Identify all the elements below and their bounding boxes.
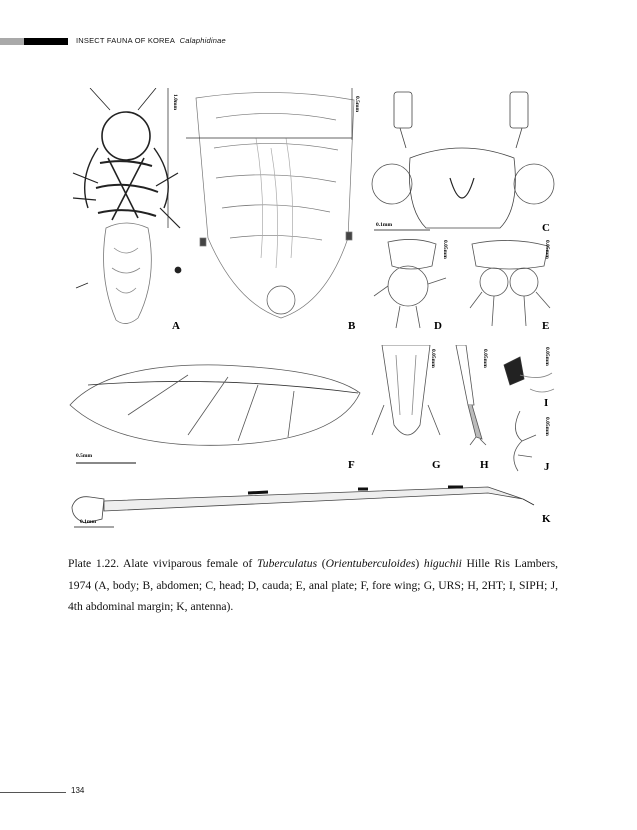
panel-h-label: H xyxy=(480,459,489,471)
panel-a-scale: 1.0mm xyxy=(172,94,178,111)
panel-j-abdominal-margin xyxy=(500,411,556,477)
caption-paren-close: ) xyxy=(415,557,424,570)
page-number: 134 xyxy=(71,786,85,795)
panel-b-scale: 0.5mm xyxy=(354,96,360,113)
panel-d-cauda xyxy=(370,236,464,338)
footer-rule xyxy=(0,792,66,793)
panel-c-scale: 0.1mm xyxy=(376,222,393,228)
panel-k-scale: 0.1mm xyxy=(80,519,97,525)
panel-f-fore-wing xyxy=(68,345,368,477)
panel-i-label: I xyxy=(544,397,549,409)
panel-h-2ht xyxy=(442,345,500,477)
header-section: Calaphidinae xyxy=(179,36,226,45)
panel-d-scale: 0.05mm xyxy=(442,240,448,259)
panel-e-anal-plate xyxy=(464,236,556,338)
panel-j-label: J xyxy=(544,461,550,473)
panel-a-body xyxy=(68,88,186,338)
panel-k-label: K xyxy=(542,513,551,525)
panel-c-label: C xyxy=(542,222,550,234)
panel-b-abdomen xyxy=(186,88,366,338)
header-black-bar xyxy=(24,38,68,45)
panel-j-scale: 0.05mm xyxy=(544,417,550,436)
caption-paren-open: ( xyxy=(317,557,326,570)
panel-e-scale: 0.05mm xyxy=(544,240,550,259)
caption-prefix: Plate 1.22. Alate viviparous female of xyxy=(68,557,257,570)
panel-h-scale: 0.05mm xyxy=(482,349,488,368)
plate-caption xyxy=(68,553,558,618)
panel-f-scale: 0.5mm xyxy=(76,453,93,459)
panel-k-antenna xyxy=(68,477,556,533)
caption-species: higuchii xyxy=(423,557,462,570)
caption-subgenus: Orientuberculoides xyxy=(325,557,416,570)
panel-g-label: G xyxy=(432,459,441,471)
caption-genus: Tuberculatus xyxy=(256,557,318,570)
panel-i-siph xyxy=(500,345,556,411)
panel-i-scale: 0.05mm xyxy=(544,347,550,366)
panel-a-label: A xyxy=(172,320,180,332)
header-gray-bar xyxy=(0,38,24,45)
panel-d-label: D xyxy=(434,320,442,332)
panel-g-urs xyxy=(370,345,442,477)
panel-f-label: F xyxy=(348,459,355,471)
panel-g-scale: 0.05mm xyxy=(430,349,436,368)
caption-suffix: Hille Ris Lambers, 1974 (A, body; B, abdomen; C, head; D, cauda; E, anal plate; F, fore wing; G, URS; H, 2HT; I, SIPH; J, 4th abdominal margin; K, antenna). xyxy=(68,557,558,613)
panel-c-head xyxy=(370,88,556,236)
header-series: INSECT FAUNA OF KOREA xyxy=(76,36,176,45)
panel-e-label: E xyxy=(542,320,550,332)
running-header xyxy=(76,36,226,45)
panel-b-label: B xyxy=(348,320,356,332)
